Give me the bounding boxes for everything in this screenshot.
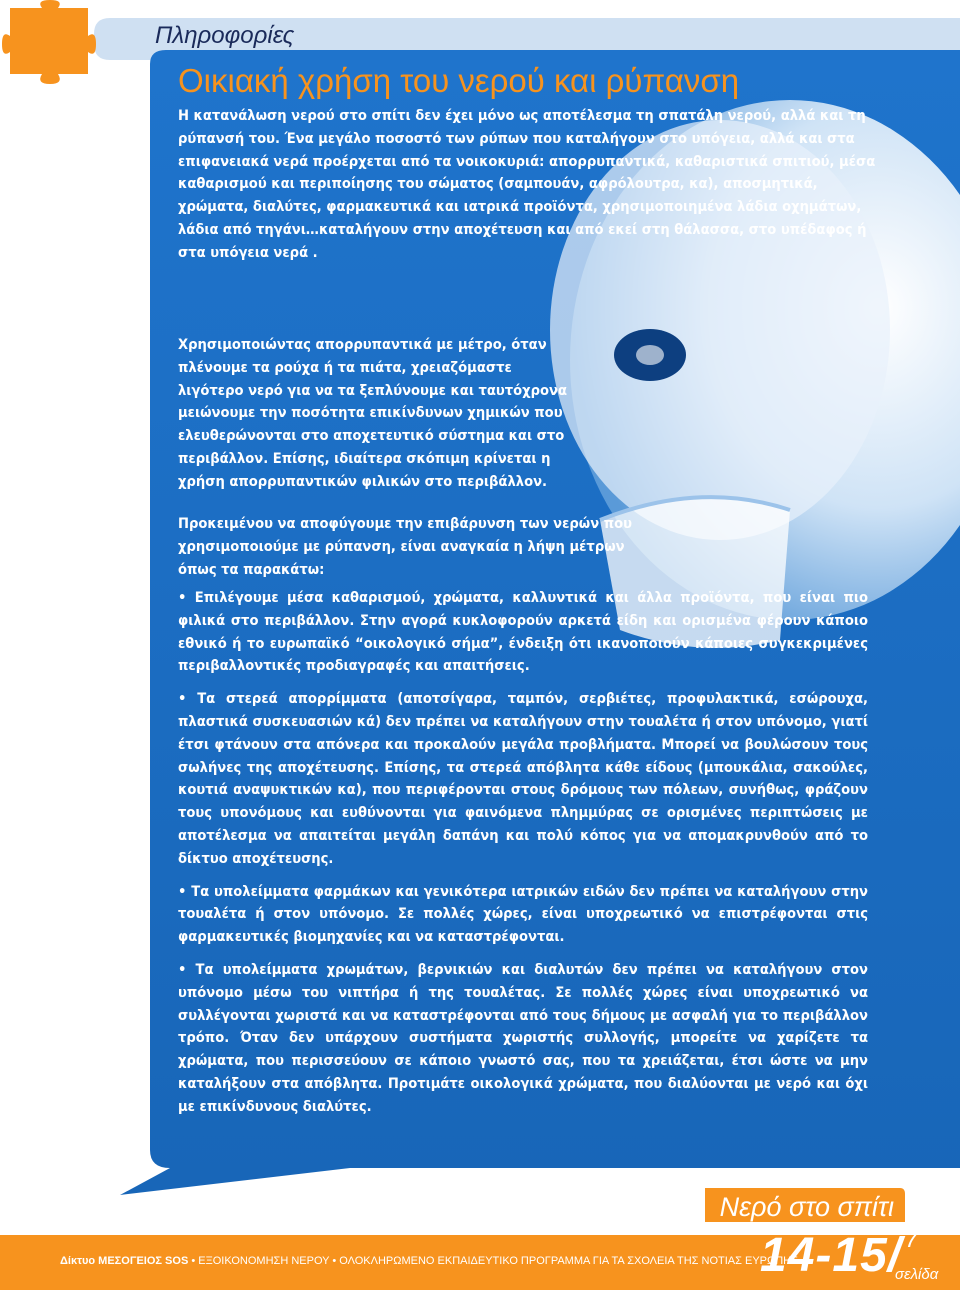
footer-program: • ΕΞΟΙΚΟΝΟΜΗΣΗ ΝΕΡΟΥ • ΟΛΟΚΛΗΡΩΜΕΝΟ ΕΚΠΑΙΔΕΥΤΙΚΟ ΠΡΟΓΡΑΜΜΑ ΓΙΑ ΤΑ ΣΧΟΛΕΙΑ ΤΗΣ ΝΟΤΙΑΣ ΕΥΡΩΠΗΣ <box>188 1255 798 1267</box>
page-range: 14-15/ <box>760 1229 903 1282</box>
page-superscript: 7 <box>905 1226 919 1253</box>
list-item: • Επιλέγουμε μέσα καθαρισμού, χρώματα, καλλυντικά και άλλα προϊόντα, που είναι πιο φιλικά στο περιβάλλον. Στην αγορά κυκλοφορούν αρκετά είδη και ορισμένα φέρουν κάποιο εθνικό ή το ευρωπαϊκό “οικολογικό σήμα”, ένδειξη ότι ικανοποιούν κάποιες συγκεκριμένες περιβαλλοντικές προδιαγραφές και απαιτήσεις. <box>178 589 868 675</box>
intro-paragraph <box>178 105 878 265</box>
section-header-label: Πληροφορίες <box>155 22 295 49</box>
footer-brand: Δίκτυο ΜΕΣΟΓΕΙΟΣ SOS <box>60 1255 189 1267</box>
section-label: Νερό στο σπίτι <box>719 1192 894 1222</box>
measures-list <box>178 587 868 1129</box>
page-word: σελίδα <box>895 1266 939 1283</box>
detergent-paragraph <box>178 334 578 494</box>
list-item: • Τα στερεά απορρίμματα (αποτσίγαρα, ταμπόν, σερβιέτες, προφυλακτικά, εσώρουχα, πλαστικά συσκευασιών κά) δεν πρέπει να καταλήγουν στην τουαλέτα ή στον υπόνομο, γιατί έτσι φτάνουν στα απόνερα και προκαλούν μεγάλα προβλήματα. Μπορεί να βουλώσουν τους σωλήνες της αποχέτευσης. Επίσης, τα στερεά απόβλητα κάθε είδους (μπουκάλια, σακούλες, κουτιά αναψυκτικών κα), που περιφέρονται στους δρόμους των πόλεων, συνήθως, φράζουν τους υπονόμους και ευθύνονται για φαινόμενα πλημμύρας σε ορισμένες περιπτώσεις με αποτέλεσμα να απαιτείται μεγάλη δαπάνη και πολύ κόπος για να απομακρυνθούν από το δίκτυο αποχέτευσης. <box>178 690 868 867</box>
footer-text <box>60 1255 798 1267</box>
measures-intro-text: Προκειμένου να αποφύγουμε την επιβάρυνση των νερών που χρησιμοποιούμε με ρύπανση, είναι αναγκαία η λήψη μέτρων όπως τα παρακάτω: <box>178 515 632 578</box>
detergent-text: Χρησιμοποιώντας απορρυπαντικά με μέτρο, όταν πλένουμε τα ρούχα ή τα πιάτα, χρειαζόμαστε λιγότερο νερό για να τα ξεπλύνουμε και ταυτόχρονα μειώνουμε την ποσότητα επικίνδυνων χημικών που ελευθερώνονται στο αποχετευτικό σύστημα και στο περιβάλλον. Επίσης, ιδιαίτερα σκόπιμη κρίνεται η χρήση απορρυπαντικών φιλικών στο περιβάλλον. <box>178 336 568 490</box>
list-item: • Τα υπολείμματα φαρμάκων και γενικότερα ιατρικών ειδών δεν πρέπει να καταλήγουν στην τουαλέτα ή στον υπόνομο. Σε πολλές χώρες, είναι υποχρεωτικό να επιστρέφονται στις φαρμακευτικές βιομηχανίες και να καταστρέφονται. <box>178 882 868 946</box>
puzzle-piece-icon <box>2 0 96 84</box>
intro-text: Η κατανάλωση νερού στο σπίτι δεν έχει μόνο ως αποτέλεσμα τη σπατάλη νερού, αλλά και τη ρύπανσή του. Ένα μεγάλο ποσοστό των ρύπων που καταλήγουν στο υπόγεια, αλλά και στα επιφανειακά νερά προέρχεται από τα νοικοκυριά: απορρυπαντικά, καθαριστικά σπιτιού, μέσα καθαρισμού και περιποίησης του σώματος (σαμπουάν, αφρόλουτρα, κα), αποσμητικά, χρώματα, διαλύτες, φαρμακευτικά και ιατρικά προϊόντα, χρησιμοποιημένα λάδια οχημάτων, λάδια από τηγάνι…καταλήγουν στην αποχέτευση και από εκεί στη θάλασσα, στο υπέδαφος ή στα υπόγεια νερά . <box>178 107 876 261</box>
list-item: • Τα υπολείμματα χρωμάτων, βερνικιών και διαλυτών δεν πρέπει να καταλήγουν στον υπόνομο μέσω του νιπτήρα ή της τουαλέτας. Σε πολλές χώρες είναι υποχρεωτικό να συλλέγονται χωριστά και να καταστρέφονται από τους δήμους με ασφαλή για το περιβάλλον τρόπο. Όταν δεν υπάρχουν συστήματα χωριστής συλλογής, μπορείτε να χαρίζετε τα χρώματα, που περισσεύουν σε κάποιο γνωστό σας, που τα χρειάζεται, έτσι ώστε να μην καταλήξουν στα απόβλητα. Προτιμάτε οικολογικά χρώματα, που διαλύονται με νερό και όχι με επικίνδυνους διαλύτες. <box>178 960 868 1115</box>
page-title: Οικιακή χρήση του νερού και ρύπανση <box>178 62 740 99</box>
measures-intro-paragraph <box>178 513 638 581</box>
